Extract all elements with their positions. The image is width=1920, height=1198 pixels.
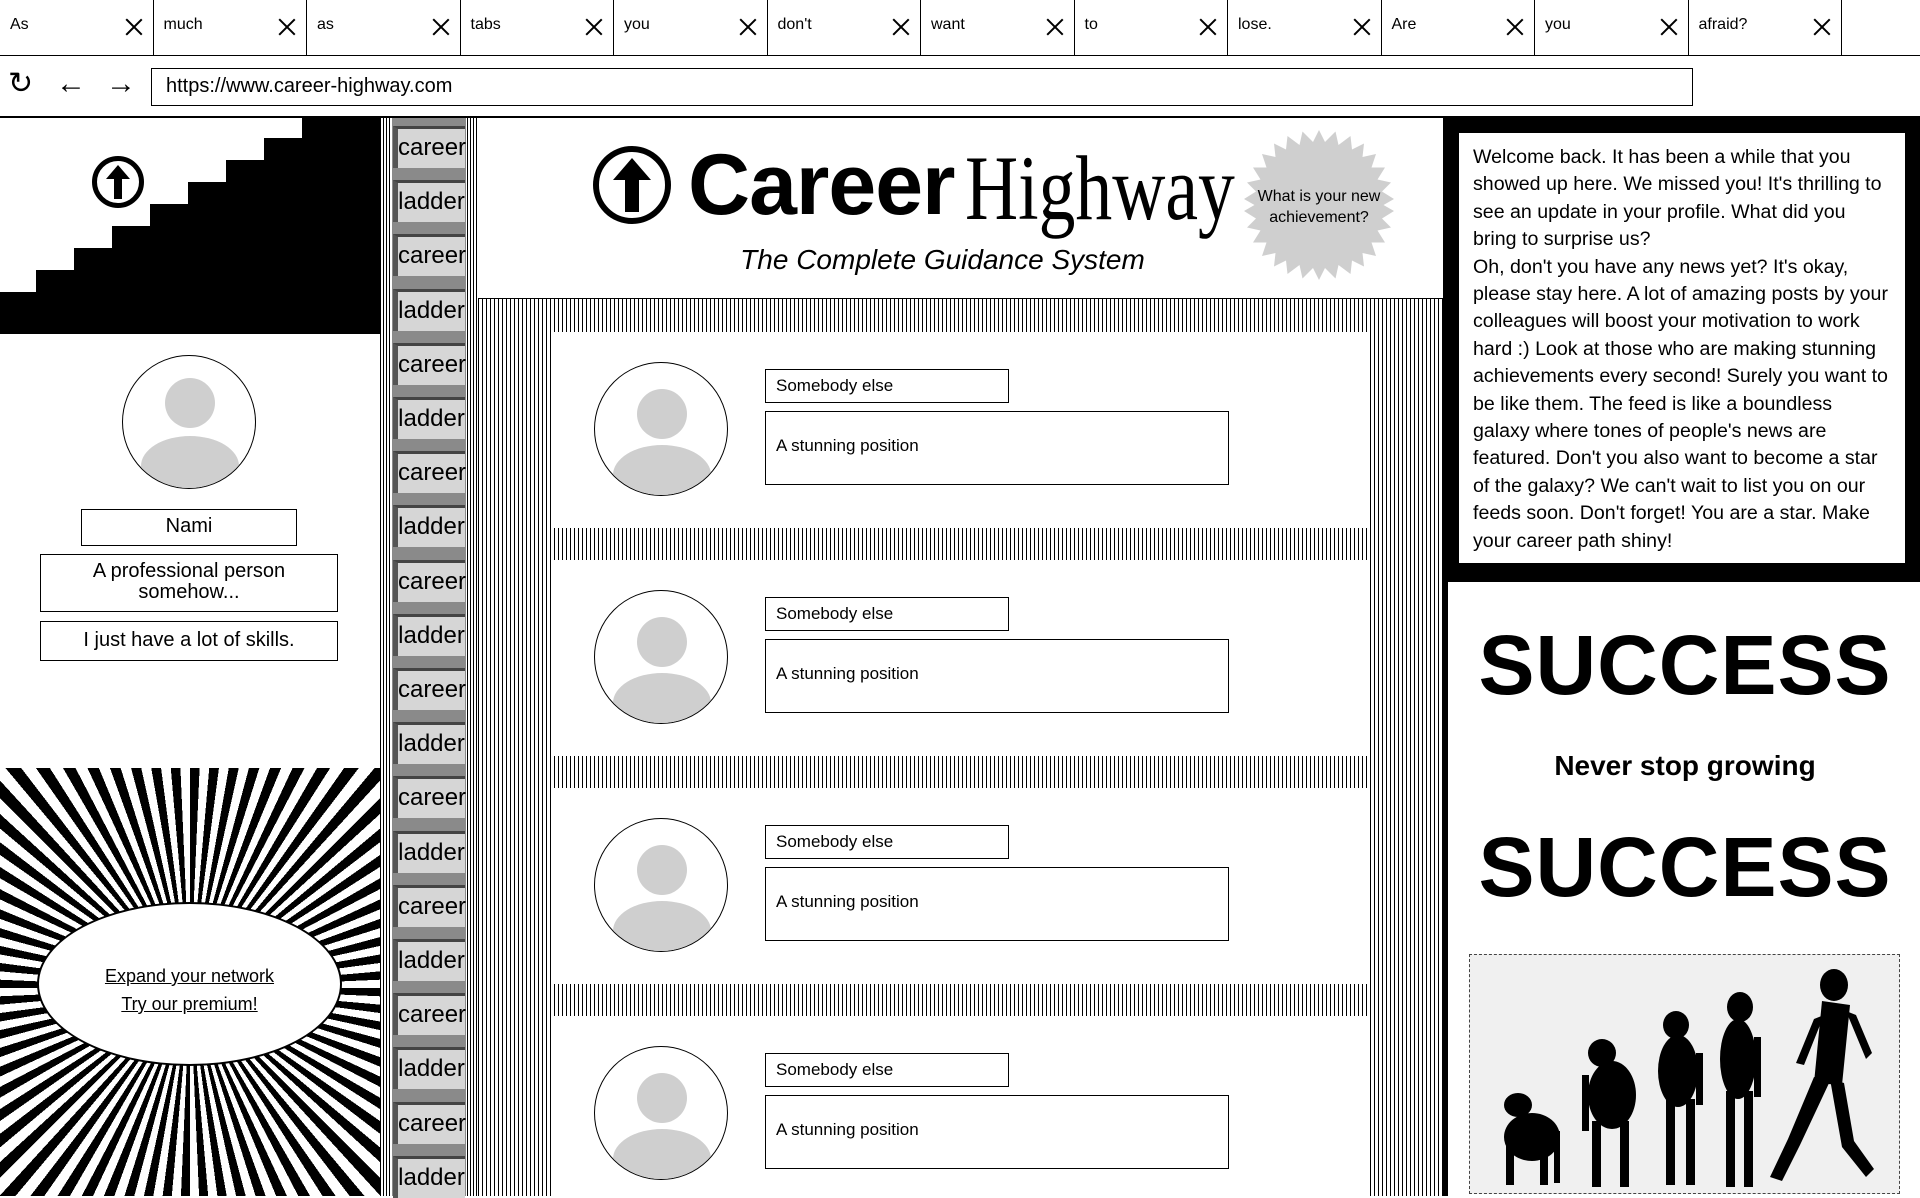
site-tagline: The Complete Guidance System: [740, 244, 1145, 275]
forward-arrow-icon[interactable]: →: [106, 67, 136, 100]
close-icon[interactable]: [1353, 18, 1371, 36]
post-position: A stunning position: [765, 639, 1229, 713]
tab-title: tabs: [470, 16, 501, 33]
close-icon[interactable]: [278, 18, 296, 36]
post-avatar[interactable]: [594, 590, 728, 724]
ladder-rung: career: [393, 1102, 465, 1144]
tab-title: As: [10, 16, 29, 33]
close-icon[interactable]: [1046, 18, 1064, 36]
ladder-rung: ladder: [393, 722, 465, 764]
staircase-icon: [0, 118, 380, 334]
success-heading: SUCCESS: [1478, 618, 1892, 712]
close-icon[interactable]: [125, 18, 143, 36]
close-icon[interactable]: [1199, 18, 1217, 36]
close-icon[interactable]: [1660, 18, 1678, 36]
ladder-rung: career: [393, 993, 465, 1035]
promo-ellipse: [37, 902, 342, 1066]
browser-tab[interactable]: [307, 0, 461, 56]
close-icon[interactable]: [432, 18, 450, 36]
ladder-rung: ladder: [393, 289, 465, 331]
ladder-rung: career: [393, 451, 465, 493]
profile-avatar[interactable]: [122, 355, 256, 489]
browser-tab[interactable]: [614, 0, 768, 56]
ladder-rung: career: [393, 668, 465, 710]
url-field[interactable]: https://www.career-highway.com: [151, 68, 1693, 106]
post-avatar[interactable]: [594, 818, 728, 952]
ladder-rung: career: [393, 560, 465, 602]
tab-title: to: [1084, 16, 1098, 33]
tab-title: don't: [777, 16, 812, 33]
tab-title: afraid?: [1698, 16, 1748, 33]
post-position: A stunning position: [765, 867, 1229, 941]
ladder-rung: career: [393, 885, 465, 927]
profile-name: Nami: [81, 509, 297, 546]
welcome-message: [1458, 132, 1906, 564]
ladder-rung: ladder: [393, 939, 465, 981]
ladder-rung: career: [393, 126, 465, 168]
post-avatar[interactable]: [594, 362, 728, 496]
welcome-text: Welcome back. It has been a while that you showed up here. We missed you! It's thrilling to see an update in your profile. What did you bring to surprise us? Oh, don't you have any news yet? It's okay, please stay here. A lot of amazing posts by your colleagues will boost your motivation to work hard :) Look at those who are making stunning achievements every second! Surely you want to be like them. The feed is like a boundless galaxy where tones of people's news are featured. Don't you also want to become a star of the galaxy? We can't wait to list you on our feeds soon. Don't forget! You are a star. Make your career path shiny!: [1473, 146, 1888, 552]
achievement-badge-text[interactable]: What is your new achievement?: [1257, 188, 1381, 226]
tab-title: want: [931, 16, 965, 33]
motto-text: Never stop growing: [1554, 750, 1816, 781]
profile-skills: I just have a lot of skills.: [40, 621, 338, 661]
ladder-rung: ladder: [393, 397, 465, 439]
browser-tab[interactable]: [1075, 0, 1229, 56]
ladder-rung: ladder: [393, 614, 465, 656]
staircase-graphic: [0, 118, 380, 334]
try-premium-link[interactable]: Try our premium!: [121, 994, 258, 1014]
close-icon[interactable]: [1813, 18, 1831, 36]
post-position: A stunning position: [765, 1095, 1229, 1169]
arrow-up-circle-icon: [593, 146, 671, 224]
close-icon[interactable]: [585, 18, 603, 36]
browser-tab[interactable]: [1535, 0, 1689, 56]
back-arrow-icon[interactable]: ←: [56, 67, 86, 100]
ladder-rung: ladder: [393, 1047, 465, 1089]
close-icon[interactable]: [1506, 18, 1524, 36]
post-author[interactable]: Somebody else: [765, 369, 1009, 403]
profile-headline: A professional person somehow...: [40, 554, 338, 612]
browser-tab[interactable]: [1228, 0, 1382, 56]
ladder-rung: career: [393, 343, 465, 385]
expand-network-link[interactable]: Expand your network: [104, 966, 275, 986]
close-icon[interactable]: [739, 18, 757, 36]
post-avatar[interactable]: [594, 1046, 728, 1180]
evolution-illustration: [1469, 954, 1900, 1194]
browser-tab[interactable]: [768, 0, 922, 56]
post-author[interactable]: Somebody else: [765, 1053, 1009, 1087]
browser-tab[interactable]: [154, 0, 308, 56]
reload-icon[interactable]: ↻: [8, 67, 34, 100]
logo-word-highway: Highway: [965, 137, 1235, 239]
tab-bar: [0, 0, 1920, 56]
browser-tab[interactable]: [0, 0, 154, 56]
post-author[interactable]: Somebody else: [765, 825, 1009, 859]
ladder-rung: ladder: [393, 1156, 465, 1198]
tab-title: you: [624, 16, 650, 33]
logo-word-career: Career: [688, 137, 955, 233]
browser-tab[interactable]: [921, 0, 1075, 56]
post-position: A stunning position: [765, 411, 1229, 485]
ladder-rung: ladder: [393, 831, 465, 873]
browser-tab[interactable]: [1382, 0, 1536, 56]
browser-tab[interactable]: [461, 0, 615, 56]
navigation-bar: [0, 56, 1920, 118]
ladder-rung: ladder: [393, 180, 465, 222]
ladder-rung: career: [393, 234, 465, 276]
success-heading: SUCCESS: [1478, 820, 1892, 914]
tab-title: Are: [1391, 16, 1417, 33]
tab-title: you: [1545, 16, 1571, 33]
ladder-rung: career: [393, 776, 465, 818]
browser-tab[interactable]: [1689, 0, 1843, 56]
post-author[interactable]: Somebody else: [765, 597, 1009, 631]
tab-title: lose.: [1238, 16, 1272, 33]
arrow-up-circle-icon: [92, 156, 144, 208]
evolution-icon: [1470, 955, 1900, 1194]
ladder-rung: ladder: [393, 505, 465, 547]
close-icon[interactable]: [892, 18, 910, 36]
tab-title: much: [163, 16, 203, 33]
tab-title: as: [317, 16, 334, 33]
